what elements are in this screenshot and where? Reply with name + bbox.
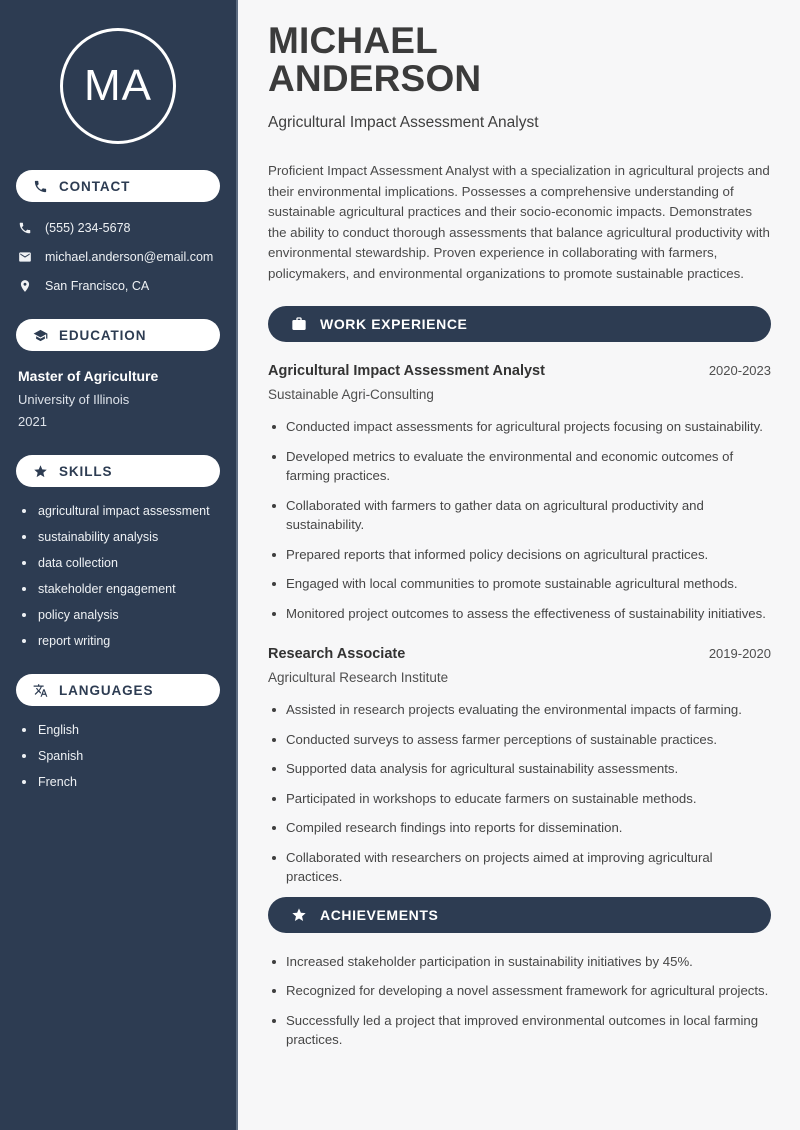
job-bullet: Collaborated with researchers on projects aimed at improving agricultural practices. [268,848,771,887]
first-name: MICHAEL [268,20,438,61]
achievements-list [268,952,771,1050]
education-section-header [16,319,220,351]
skills-section-header [16,455,220,487]
avatar-initials: MA [84,61,152,110]
job-bullet: Prepared reports that informed policy decisions on agricultural practices. [268,545,771,565]
achievement-bullet: Recognized for developing a novel assessment framework for agricultural projects. [268,981,771,1001]
briefcase-icon [291,316,307,332]
education-section-title: EDUCATION [59,327,147,343]
job-title: Research Associate [268,646,406,662]
languages-section-title: LANGUAGES [59,682,154,698]
job-dates: 2020-2023 [708,363,771,378]
star-icon [291,907,307,923]
education-degree: Master of Agriculture [18,368,159,384]
contact-section-title: CONTACT [59,178,131,194]
job-bullet-list [268,417,771,623]
job-company: Agricultural Research Institute [268,670,449,685]
achievements-section-header [268,897,771,933]
work-experience-title: WORK EXPERIENCE [320,316,468,332]
skills-list [0,487,236,648]
skills-section-title: SKILLS [59,463,113,479]
contact-location: San Francisco, CA [45,279,150,293]
contact-list [0,202,236,293]
envelope-icon [18,250,32,264]
contact-phone-row [18,221,220,235]
job-bullet-list [268,700,771,887]
translate-icon [33,683,48,698]
skill-item: agricultural impact assessment [22,504,222,518]
contact-location-row [18,279,220,293]
phone-icon [33,179,48,194]
skill-item: report writing [22,634,222,648]
job-company: Sustainable Agri-Consulting [268,387,434,402]
job-bullet: Participated in workshops to educate farmers on sustainable methods. [268,789,771,809]
education-entry [0,351,236,429]
avatar [60,28,176,144]
job-bullet: Collaborated with farmers to gather data on agricultural productivity and sustainability. [268,496,771,535]
contact-email[interactable]: michael.anderson@email.com [45,250,214,264]
skill-item: data collection [22,556,222,570]
languages-list [0,706,236,789]
page-title [268,22,771,98]
job-bullet: Conducted impact assessments for agricultural projects focusing on sustainability. [268,417,771,437]
job-header [268,363,771,379]
achievement-bullet: Successfully led a project that improved environmental outcomes in local farming practices. [268,1011,771,1050]
graduation-cap-icon [33,328,48,343]
job-bullet: Compiled research findings into reports for dissemination. [268,818,771,838]
job-bullet: Engaged with local communities to promote sustainable agricultural methods. [268,574,771,594]
language-item: English [22,723,222,737]
main-content [238,0,800,1130]
contact-email-row [18,250,220,264]
last-name: ANDERSON [268,58,482,99]
job-bullet: Supported data analysis for agricultural sustainability assessments. [268,759,771,779]
skill-item: policy analysis [22,608,222,622]
achievements-title: ACHIEVEMENTS [320,906,439,923]
education-year: 2021 [18,414,47,429]
phone-icon [18,221,32,235]
job-dates: 2019-2020 [708,646,771,661]
avatar-wrap [0,28,236,144]
skill-item: sustainability analysis [22,530,222,544]
star-icon [33,464,48,479]
education-school: University of Illinois [18,392,130,407]
header-job-title: Agricultural Impact Assessment Analyst [268,114,539,131]
languages-section-header [16,674,220,706]
contact-section-header [16,170,220,202]
achievement-bullet: Increased stakeholder participation in sustainability initiatives by 45%. [268,952,771,972]
job-bullet: Conducted surveys to assess farmer perceptions of sustainable practices. [268,730,771,750]
summary-paragraph: Proficient Impact Assessment Analyst with a specialization in agricultural projects and their environmental implications. Possesses a comprehensive understanding of sustainable agricultural practices and their socio-economic impacts. Demonstrates the ability to conduct thorough assessments that balance agricultural productivity with environmental stewardship. Proven experience in collaborating with farmers, policymakers, and environmental organizations to promote sustainable practices. [268,163,770,281]
language-item: Spanish [22,749,222,763]
language-item: French [22,775,222,789]
location-pin-icon [18,279,32,293]
contact-phone: (555) 234-5678 [45,221,131,235]
job-header [268,646,771,662]
job-bullet: Developed metrics to evaluate the environmental and economic outcomes of farming practices. [268,447,771,486]
job-bullet: Assisted in research projects evaluating the environmental impacts of farming. [268,700,771,720]
job-bullet: Monitored project outcomes to assess the effectiveness of sustainability initiatives. [268,604,771,624]
job-title: Agricultural Impact Assessment Analyst [268,363,545,379]
work-experience-section-header [268,306,771,342]
sidebar [0,0,238,1130]
skill-item: stakeholder engagement [22,582,222,596]
